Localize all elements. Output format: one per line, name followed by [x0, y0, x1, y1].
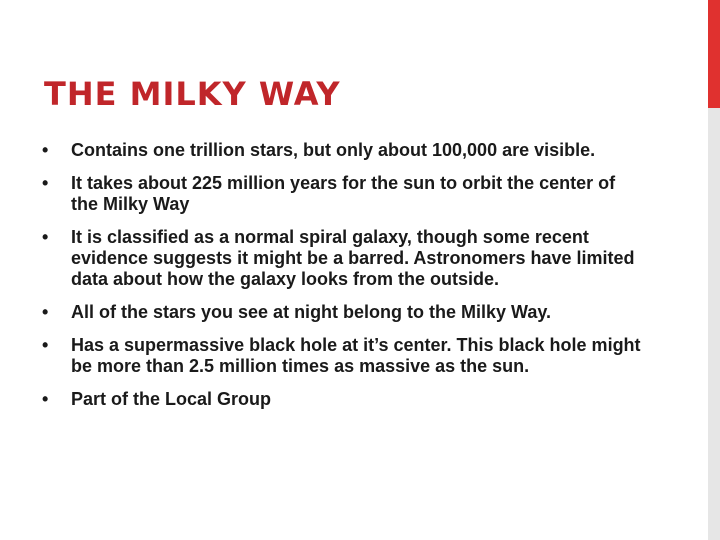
bullet-text: It takes about 225 million years for the sun to orbit the center of the Milky Way: [71, 173, 616, 214]
bullet-text: Has a supermassive black hole at it’s center. This black hole might be more than 2.5 million times as massive as the sun.: [71, 335, 641, 376]
accent-bar-gray: [708, 108, 720, 540]
bullet-dot-icon: •: [42, 173, 49, 193]
bullet-item: [44, 335, 644, 377]
bullet-dot-icon: •: [42, 389, 49, 409]
bullet-dot-icon: •: [42, 302, 49, 322]
bullet-item: [44, 140, 644, 161]
slide-title: THE MILKY WAY: [44, 75, 341, 113]
bullet-item: [44, 173, 644, 215]
bullet-dot-icon: •: [42, 140, 49, 160]
accent-bar-red: [708, 0, 720, 108]
bullet-item: [44, 302, 644, 323]
bullet-dot-icon: •: [42, 335, 49, 355]
bullet-item: [44, 227, 644, 290]
bullet-text: Contains one trillion stars, but only about 100,000 are visible.: [71, 140, 596, 160]
bullet-item: [44, 389, 644, 410]
bullet-text: All of the stars you see at night belong to the Milky Way.: [71, 302, 552, 322]
bullet-text: It is classified as a normal spiral galaxy, though some recent evidence suggests it might be a barred. Astronomers have limited data about how the galaxy looks from the outside.: [71, 227, 635, 289]
bullet-list: [44, 140, 644, 422]
bullet-dot-icon: •: [42, 227, 49, 247]
bullet-text: Part of the Local Group: [71, 389, 272, 409]
